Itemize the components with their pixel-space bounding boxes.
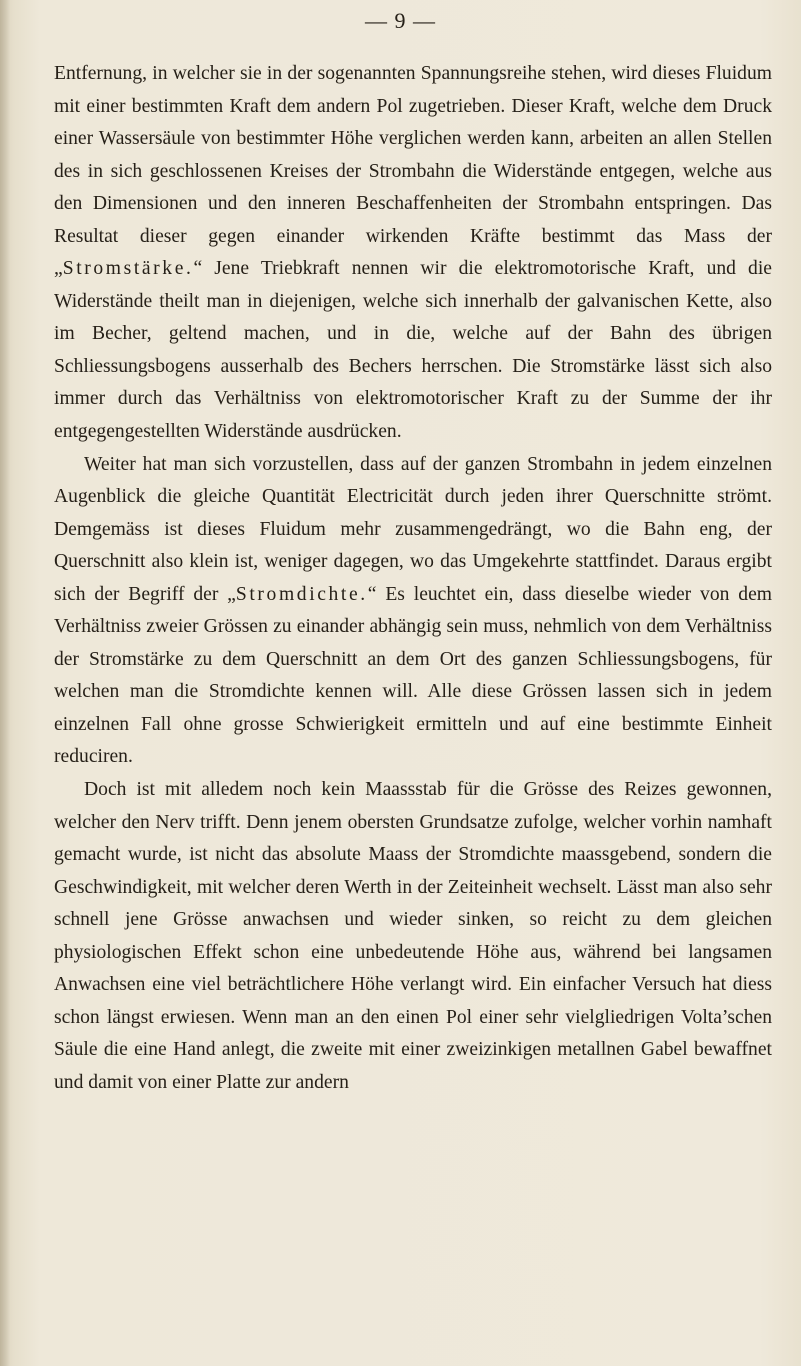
paragraph-2-text-a: Weiter hat man sich vorzustellen, dass auf der ganzen Strombahn in jedem einzelnen Augenblick die gleiche Quantität Electricität durch jeden ihrer Querschnitte strömt. Demgemäss ist dieses Fluidum mehr zusammengedrängt, wo die Bahn eng, der Querschnitt also klein ist, weniger dagegen, wo das Umgekehrte stattfindet. Daraus ergibt sich der Begriff der „ xyxy=(54,453,772,605)
page-number: — 9 — xyxy=(365,8,436,33)
paragraph-1-text-b: “ Jene Triebkraft nennen wir die elektromotorische Kraft, und die Widerstände theilt man in diejenigen, welche sich innerhalb der galvanischen Kette, also im Becher, geltend machen, und in die, welche auf der Bahn des übrigen Schliessungsbogens ausserhalb des Bechers herrschen. Die Stromstärke lässt sich also immer durch das Verhältniss von elektromotorischer Kraft zu der Summe der ihr entgegengestellten Widerstände ausdrücken. xyxy=(54,258,772,443)
paragraph-2-text-b: “ Es leuchtet ein, dass dieselbe wieder von dem Verhältniss zweier Grössen zu einander abhängig sein muss, nehmlich von dem Verhältniss der Stromstärke zu dem Querschnitt an dem Ort des ganzen Schliessungsbogens, für welchen man die Stromdichte kennen will. Alle diese Grössen lassen sich in jedem einzelnen Fall ohne grosse Schwierigkeit ermitteln und auf eine bestimmte Einheit reduciren. xyxy=(54,583,773,768)
paragraph-1 xyxy=(54,58,772,449)
paragraph-3-text: Doch ist mit alledem noch kein Maassstab für die Grösse des Reizes gewonnen, welcher den Nerv trifft. Denn jenem obersten Grundsatze zufolge, welcher vorhin namhaft gemacht wurde, ist nicht das absolute Maass der Stromdichte maassgebend, sondern die Geschwindigkeit, mit welcher deren Werth in der Zeiteinheit wechselt. Lässt man also sehr schnell jene Grösse anwachsen und wieder sinken, so reicht zu dem gleichen physiologischen Effekt schon eine unbedeutende Höhe aus, während bei langsamen Anwachsen eine viel beträchtlichere Höhe verlangt wird. Ein einfacher Versuch hat diess schon längst erwiesen. Wenn man an den einen Pol einer sehr vielgliedrigen Volta’schen Säule die eine Hand anlegt, die zweite mit einer zweizinkigen metallnen Gabel bewaffnet und damit von einer Platte zur andern xyxy=(54,779,772,1093)
paragraph-1-text-a: Entfernung, in welcher sie in der sogenannten Spannungsreihe stehen, wird dieses Fluidum mit einer bestimmten Kraft dem andern Pol zugetrieben. Dieser Kraft, welche dem Druck einer Wassersäule von bestimmter Höhe verglichen werden kann, arbeiten an allen Stellen des in sich geschlossenen Kreises der Strombahn die Widerstände entgegen, welche aus den Dimensionen und den inneren Beschaffenheiten der Strombahn entspringen. Das Resultat dieser gegen einander wirkenden Kräfte bestimmt das Mass der „ xyxy=(54,63,772,280)
body-text xyxy=(54,58,772,1100)
paragraph-3 xyxy=(54,774,772,1099)
binding-shadow xyxy=(0,0,10,1366)
term-stromdichte: Stromdichte. xyxy=(235,583,368,605)
term-stromstaerke: Stromstärke. xyxy=(62,258,194,280)
paragraph-2 xyxy=(54,449,772,774)
